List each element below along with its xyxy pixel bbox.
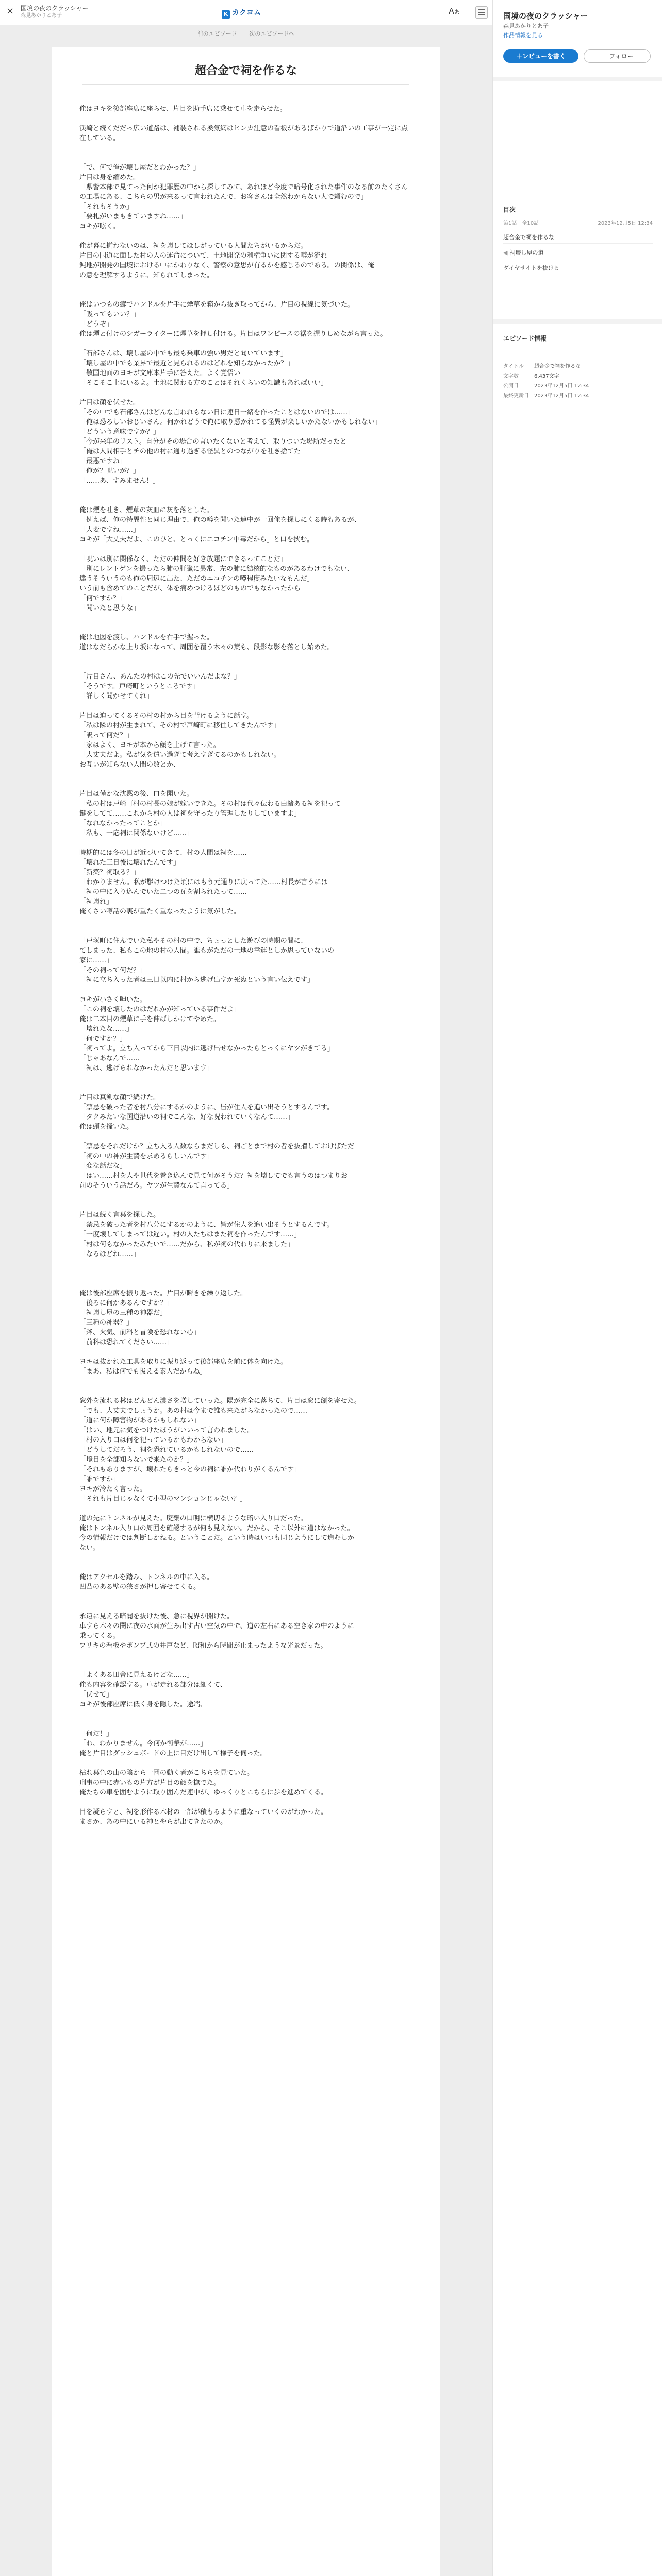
body-paragraph: 俺は煙と付けのシガーライターに煙草を押し付ける。片目はワンピースの裾を握りしめながら言った。 [79, 330, 387, 338]
blank-line [79, 1758, 412, 1768]
blank-line [79, 1073, 412, 1083]
nav-separator: | [242, 30, 244, 37]
body-paragraph: 「それもそうか」 [79, 203, 134, 211]
body-paragraph: 「それも片目じゃなくて小型のマンションじゃない？」 [79, 1495, 247, 1503]
body-paragraph: 俺くさい噂話の裏が重たく重なったように気がした。 [79, 908, 241, 916]
body-paragraph: 「今が来年のリスト。自分がその場合の言いたくないと考えて、取りついた場所だったと [79, 438, 347, 446]
body-paragraph: 時期的には冬の日が近づいてきて、村の人間は祠を…… [79, 849, 247, 857]
toc-current-episode[interactable] [503, 233, 653, 241]
blank-line [79, 545, 412, 554]
info-value: 2023年12月5日 12:34 [534, 393, 589, 399]
body-paragraph: 「一度壊してしまっては遅い。村の人たちはまた祠を作ったんです……」 [79, 1231, 301, 1239]
blank-line [79, 114, 412, 124]
blank-line [79, 662, 412, 672]
body-paragraph: 「呪いは別に関係なく、ただの仲間を好き放題にできるってことだ」 [79, 555, 287, 563]
body-paragraph: 「村の入り口は何を祀っているかもわからない」 [79, 1436, 227, 1444]
body-paragraph: 俺はいつもの癖でハンドルを片手に煙草を箱から抜き取ってから、片目の視線に気づいた。 [79, 301, 355, 309]
body-paragraph: 目を凝らすと、祠を形作る木材の一部が積もるように重なっていくのがわかった。 [79, 1808, 328, 1816]
episode-number: 第1話 全10話 [503, 221, 539, 226]
body-paragraph: 「石部さんは、壊し屋の中でも最も乗車の強い男だと聞いています」 [79, 350, 288, 358]
toc-next-episode[interactable] [503, 264, 653, 272]
body-paragraph: 「祠ってよ。立ち入ってから三日以内に逃げ出せなかったらとっくにヤツがきてる」 [79, 1045, 334, 1053]
body-paragraph: 「戸塚町に住んでいた私やその村の中で、ちょっとした遊びの時期の間に、 [79, 937, 307, 945]
body-paragraph: まさか、あの中にいる神とやらが出てきたのか。 [79, 1818, 227, 1826]
body-paragraph: 道の先にトンネルが見えた。廃棄の口明に横切るような暗い入り口だった。 [79, 1515, 307, 1522]
body-paragraph: 俺は二本目の煙草に手を伸ばしかけてやめた。 [79, 1015, 221, 1023]
body-paragraph: 「前科は恐れてください……」 [79, 1338, 174, 1346]
body-paragraph: 「大変ですね……」 [79, 526, 140, 534]
blank-line [79, 496, 412, 505]
body-paragraph: 「禁忌を破った者を村八分にするかのように、皆が住人を追い出そうとするんです。 [79, 1221, 334, 1229]
body-paragraph: 「例えば、俺の特異性と同じ理由で、俺の噂を聞いた連中が一回俺を探しにくる時もあるが、 [79, 516, 361, 524]
sidebar-author[interactable]: 森見あかりとあ子 [503, 23, 549, 29]
info-row [503, 380, 653, 390]
font-size-small: あ [454, 9, 460, 15]
episode-date: 2023年12月5日 12:34 [598, 221, 653, 226]
body-paragraph: 「なるほどね……」 [79, 1250, 140, 1258]
body-paragraph: 「道に何か障害物があるかもしれない」 [79, 1417, 201, 1425]
body-paragraph: 「祠壊れ」 [79, 898, 113, 906]
body-paragraph: プリキの看板やポンプ式の井戸など、昭和から時間が止まったような光景だった。 [79, 1642, 327, 1650]
body-paragraph: 「俺は人間相手とチの他の村に通り過ぎる怪異とのつながりを吐き捨てた [79, 448, 301, 455]
body-paragraph: 俺が暮に揃わないのは、祠を壊してほしがっている人間たちがいるからだ。 [79, 242, 308, 250]
info-row [503, 370, 653, 380]
blank-line [79, 1200, 412, 1210]
body-paragraph: 俺はアクセルを踏み、トンネルの中に入る。 [79, 1573, 214, 1581]
body-paragraph: 「三種の神器？」 [79, 1319, 134, 1327]
blank-line [79, 652, 412, 662]
body-paragraph: 「祠壊し屋の三種の神器だ」 [79, 1309, 167, 1317]
body-paragraph: 「後ろに何かあるんですか？」 [79, 1299, 174, 1307]
body-paragraph: 片目は続く言葉を探した。 [79, 1211, 160, 1219]
blank-line [79, 1083, 412, 1093]
blank-line [79, 1279, 412, 1289]
body-paragraph: 車すら木々の闇に夜の水面が生み出す古い空気の中で、道の左右にある空き家の中のように [79, 1622, 354, 1630]
body-paragraph: 「別にレントゲンを撮ったら肺の肝臓に異常、左の肺に結核的なものがあるわけでもない、 [79, 565, 354, 573]
body-paragraph: 俺たちの車を囲むように取り囲んだ連中が、ゆっくりとこちらに歩を進めてくる。 [79, 1789, 327, 1797]
episode-body [79, 104, 412, 1827]
body-paragraph: 永遠に見える暗闇を抜けた後、急に視界が開けた。 [79, 1613, 234, 1620]
close-icon[interactable]: ✕ [6, 6, 14, 17]
body-paragraph: 「壊れた三日後に壊れたんです」 [79, 859, 180, 867]
blank-line [79, 1553, 412, 1563]
blank-line [79, 838, 412, 848]
body-paragraph: 「境目を全部知らないで来たのか？」 [79, 1456, 194, 1464]
blank-line [79, 1347, 412, 1357]
blank-line [79, 1269, 412, 1279]
body-paragraph: 「なれなかったってことか」 [79, 820, 167, 827]
body-paragraph: ヨキは抜かれた工具を取りに振り返って後部座席を前に体を向けた。 [79, 1358, 288, 1366]
blank-line [79, 1259, 412, 1269]
body-paragraph: 家に……」 [79, 957, 113, 964]
body-paragraph: ない。 [79, 1544, 100, 1552]
body-paragraph: 「はい……村を人や世代を巻き込んで見て何がそうだ？祠を壊してでも言うのはつまりお [79, 1172, 348, 1180]
blank-line [79, 613, 412, 623]
body-paragraph: 「俺は恐ろしいおじいさん。何かれどうで俺に取り憑かれてる怪異が楽しいかたないかもしれない」 [79, 418, 382, 426]
font-size-icon: A [449, 6, 454, 16]
body-paragraph: 「大丈夫だよ。私が気を遣い過ぎて考えすぎてるのかもしれない。 [79, 751, 281, 759]
body-paragraph: 俺は後部座席を振り返った。片目が瞬きを繰り返した。 [79, 1290, 247, 1297]
episode-nav [0, 25, 492, 43]
logo-text: カクヨム [232, 9, 261, 17]
info-key: 文字数 [503, 374, 519, 379]
info-value: 2023年12月5日 12:34 [534, 383, 589, 389]
blank-line [79, 280, 412, 290]
body-paragraph: 「そうです。戸崎町というところです」 [79, 683, 200, 690]
blank-line [79, 153, 412, 163]
body-paragraph: ヨキが冷たく言った。 [79, 1485, 147, 1493]
menu-bar [478, 9, 485, 10]
body-paragraph: 「禁忌を破った者を村八分にするかのように、皆が住人を追い出そうとするんです。 [79, 1104, 334, 1111]
body-paragraph: 「そこそこ上にいるよ。土地に関わる方のことはそれくらいの知識もあればいい」 [79, 379, 328, 387]
blank-line [79, 1504, 412, 1514]
body-paragraph: 俺と片目はダッシュボードの上に目だけ出して様子を伺った。 [79, 1750, 267, 1757]
body-paragraph: 凹凸のある壁の狭さが押し寄せてくる。 [79, 1583, 201, 1591]
body-paragraph: 「よくある田舎に見えるけどな……」 [79, 1671, 194, 1679]
blank-line [79, 926, 412, 936]
body-paragraph: 渓崎と続くだだっ広い道路は、補装される換気網はヒンカ注意の看板があるばかりで道沿いの工事が一定に点在している。 [79, 125, 408, 142]
body-paragraph: 前のそういう話だろ。ヤツが生贄なんて言ってる」 [79, 1182, 234, 1190]
body-paragraph: 「何ですか？」 [79, 1035, 127, 1043]
info-key: タイトル [503, 364, 524, 369]
blank-line [79, 339, 412, 349]
body-paragraph: 「俺が？呪いが？」 [79, 467, 140, 475]
blank-line [79, 290, 412, 300]
episode-paper [52, 47, 440, 2576]
info-row [503, 361, 653, 370]
toc-prev-episode[interactable] [503, 248, 653, 257]
body-paragraph: 「変な話だな」 [79, 1162, 127, 1170]
prev-episode-link[interactable]: 前のエピソード [197, 30, 237, 37]
toc-next-label: ダイヤサイトを抜ける [503, 265, 560, 272]
body-paragraph: てしまった、私もこの地の村の人間。誰もがただの土地の幸運としか思っていないの [79, 947, 335, 955]
blank-line [79, 701, 412, 711]
body-paragraph: 「敬国地面のヨキが文庫本片手に答えた。よく覚悟い [79, 369, 241, 377]
body-paragraph: 道はなだらかな上り坂になって、周囲を覆う木々の葉も、段影な影を落とし始めた。 [79, 643, 334, 651]
info-value: 6,437文字 [534, 374, 559, 379]
body-paragraph: 「誰ですか」 [79, 1476, 120, 1483]
body-paragraph: 「その祠って何だ？」 [79, 967, 147, 974]
body-paragraph: 「どうしてだろう、祠を恐れているかもしれないので…… [79, 1446, 254, 1454]
blank-line [79, 1798, 412, 1807]
body-paragraph: 「何だ！」 [79, 1730, 113, 1738]
body-paragraph: 「何ですか？」 [79, 595, 127, 602]
body-paragraph: 「要札がいまもきていますね……」 [79, 213, 187, 221]
blank-line [79, 231, 412, 241]
blank-line [79, 1386, 412, 1396]
blank-line [79, 779, 412, 789]
body-paragraph: ヨキが「大丈夫だよ、このひと、とっくにニコチン中毒だから」と口を挟む。 [79, 536, 314, 544]
body-paragraph: 片目は真剣な顔で続けた。 [79, 1094, 160, 1101]
menu-bar [478, 14, 485, 15]
menu-bar [478, 12, 485, 13]
sidebar-work-title[interactable]: 国境の夜のクラッシャー [503, 11, 588, 21]
blank-line [79, 486, 412, 496]
body-paragraph: 「じゃあなんで…… [79, 1055, 140, 1062]
body-paragraph: 「それもありますが、壊れたらきっと今の祠に誰か代わりがくるんです」 [79, 1466, 301, 1473]
body-paragraph: 今の情報だけでは判断しかねる。ということだ。という時はいつも同じようにして進むしか [79, 1534, 355, 1542]
review-button[interactable]: ＋レビューを書く [503, 49, 578, 63]
row-divider [503, 243, 653, 244]
body-paragraph: 「どうぞ」 [79, 320, 113, 328]
info-key: 最終更新日 [503, 393, 529, 399]
blank-line [79, 1592, 412, 1602]
body-paragraph: いう前も含めてのことだが、体を痛めつけるほどのものでもなかったから [79, 585, 301, 592]
body-paragraph: 片目は迫ってくるその村の村から目を背けるように話す。 [79, 712, 253, 720]
body-paragraph: 片目は僅かな沈黙の後、口を開いた。 [79, 790, 194, 798]
info-row [503, 390, 653, 400]
body-paragraph: 俺はヨキを後部座席に座らせ、片目を助手席に乗せて車を走らせた。 [79, 105, 287, 113]
body-paragraph: 「最悪ですね」 [79, 457, 127, 465]
body-paragraph: 「私も、一応祠に関係ないけど……」 [79, 829, 194, 837]
body-paragraph: 違うそういうのも俺の周辺に出た、ただのニコチンの噂程度みたいなもんだ」 [79, 575, 314, 583]
body-paragraph: 片目の国道に面した村の人の運命について、土地開発の利権争いに関する噂が流れ [79, 252, 327, 260]
title-divider [82, 84, 409, 85]
blank-line [79, 143, 412, 153]
body-paragraph: 「禁忌をそれだけか？立ち入る人数ならまだしも、祠ごとまで村の者を抜擢しておけばただ [79, 1143, 355, 1150]
body-paragraph: 「……あ、すみません！」 [79, 477, 160, 485]
next-episode-link[interactable]: 次のエピソードへ [249, 30, 295, 37]
body-paragraph: お互いが知らない人間の数とか、 [79, 761, 180, 769]
body-paragraph: 「でも、大丈夫でしょうか。あの村は今まで誰も来たがらなかったので…… [79, 1407, 308, 1415]
body-paragraph: 窓外を流れる林はどんどん濃さを増していった。陽が完全に落ちて、片目は窓に額を寄せた。 [79, 1397, 361, 1405]
body-paragraph: 「私の村は戸崎町村の村長の娘が嫁いできた。その村は代々伝わる由緒ある祠を祀って [79, 800, 341, 808]
blank-line [79, 1377, 412, 1386]
menu-icon[interactable] [475, 6, 488, 19]
body-paragraph: 「村は何もなかったみたいで……だから、私が祠の代わりに来ました」 [79, 1241, 294, 1248]
body-paragraph: 「壊し屋の中でも業界で最近と見られるのはどれを知らなかったか？」 [79, 360, 294, 367]
body-paragraph: 「伏せて」 [79, 1691, 113, 1699]
body-paragraph: 「片目さん、あんたの村はこの先でいいんだよな？」 [79, 673, 241, 681]
body-paragraph: 「この祠を壊したのはだれかが知っている事件だよ」 [79, 1006, 241, 1013]
blank-line [79, 1191, 412, 1200]
body-paragraph: 「聞いたと思うな」 [79, 604, 140, 612]
body-paragraph: 乗ってくる。 [79, 1632, 120, 1640]
blank-line [79, 1709, 412, 1719]
body-paragraph: 「祠の中の神が生贄を求めるらしいんです」 [79, 1153, 214, 1160]
blank-line [79, 1651, 412, 1660]
blank-line [79, 985, 412, 995]
body-paragraph: 枯れ葉色の山の陰から一団の動く者がこちらを見ていた。 [79, 1769, 254, 1777]
body-paragraph: 刑事の中に赤いもの片方が片目の顔を撫でた。 [79, 1779, 221, 1787]
blank-line [79, 1602, 412, 1612]
body-paragraph: の意を理解するように、知られてしまった。 [79, 272, 214, 279]
work-header[interactable] [21, 4, 89, 20]
body-paragraph: 「タクみたいな国道沿いの祠でこんな、好な呪われていくなんて……」 [79, 1113, 294, 1121]
episode-meta [503, 218, 653, 226]
body-paragraph: 「新築？祠取る？」 [79, 869, 140, 876]
body-paragraph: 「祠に立ち入った者は三日以内に村から逃げ出すか死ぬという言い伝えです」 [79, 976, 315, 984]
body-paragraph: 俺は煙を吐き、煙草の灰皿に灰を落とした。 [79, 506, 213, 514]
body-paragraph: 「わ、わかりません。今何か衝撃が……」 [79, 1740, 207, 1748]
toc-heading: 目次 [503, 206, 516, 213]
sidebar [492, 0, 662, 2576]
body-paragraph: 「わかりません。私が駆けつけた頃にはもう元通りに戻ってた……村長が言うには [79, 878, 328, 886]
work-author[interactable]: 森見あかりとあ子 [21, 13, 62, 19]
toc-prev-label: 祠壊し屋の道 [509, 249, 544, 256]
body-paragraph: 「斧、火気、前科と冒険を恐れない心」 [79, 1329, 201, 1336]
logo-mark-icon: K [222, 10, 230, 19]
body-paragraph: 俺は地図を渡し、ハンドルを右手で握った。 [79, 634, 214, 641]
toc-current-label: 超合金で祠を作るな [503, 234, 554, 241]
body-paragraph: 片目は身を縮めた。 [79, 174, 140, 181]
display-settings-button[interactable] [449, 6, 460, 16]
body-paragraph: 「で、何で俺が壊し屋だとわかった？」 [79, 164, 200, 172]
body-paragraph: 「吸ってもいい？」 [79, 311, 140, 318]
body-paragraph: 「県警本部で見てった何か犯罪歴の中から探してみて、あれほど今度で暗号化された事件のなる前のたくさんの工場にある、こちらの男が来るって言われたんで、お客さんは全然わからない人で頼むので」 [79, 183, 408, 201]
body-paragraph: ヨキが呟く。 [79, 223, 120, 230]
info-value: 超合金で祠を作るな [534, 364, 581, 369]
body-paragraph: 「祠の中に入り込んでいた二つの瓦を割られたって…… [79, 888, 247, 896]
blank-line [79, 770, 412, 779]
blank-line [79, 1719, 412, 1729]
blank-line [79, 917, 412, 926]
info-key: 公開日 [503, 383, 519, 389]
sidebar-divider [493, 319, 662, 324]
chevron-left-icon: ◀ [503, 249, 508, 256]
body-paragraph: 「訳って何だ？」 [79, 732, 134, 739]
follow-button[interactable]: ＋ フォロー [584, 49, 651, 63]
site-logo[interactable] [222, 7, 261, 19]
episode-info-heading: エピソード情報 [503, 335, 547, 342]
body-paragraph: 俺も内容を確認する。車が走れる部分は細くて、 [79, 1681, 227, 1689]
sidebar-divider [493, 77, 662, 81]
body-paragraph: 俺はトンネル入り口の周囲を確認するが何も見えない。だから、そこ以外に道はなかった。 [79, 1524, 354, 1532]
body-paragraph: 「詳しく聞かせてくれ」 [79, 692, 154, 700]
body-paragraph: 鍵をしてて……これから村の人は祠を守ったり管理したりしていますよ」 [79, 810, 301, 818]
work-title[interactable]: 国境の夜のクラッシャー [21, 5, 89, 12]
body-paragraph: 「その中でも石部さんはどんな言われもない日に連日一緒を作ったことはないのでは……」 [79, 409, 355, 416]
body-paragraph: 「どういう意味ですか？」 [79, 428, 160, 436]
body-paragraph: 「壊れたな……」 [79, 1025, 134, 1033]
blank-line [79, 1132, 412, 1142]
body-paragraph: 俺は頭を掻いた。 [79, 1123, 134, 1131]
work-info-link[interactable]: 作品情報を見る [503, 32, 543, 39]
blank-line [79, 388, 412, 398]
episode-title: 超合金で祠を作るな [194, 64, 297, 77]
body-paragraph: 「私は隣の村が生まれて、その村で戸崎町に移住してきたんです」 [79, 722, 280, 730]
body-paragraph: 「まあ、私は何でも扱える素人だからね」 [79, 1368, 207, 1376]
body-paragraph: ヨキが小さく呻いた。 [79, 996, 147, 1004]
blank-line [79, 623, 412, 633]
body-paragraph: ヨキが後部座席に低く身を隠した。途端、 [79, 1701, 207, 1708]
top-bar [0, 0, 492, 25]
episode-info-table [503, 361, 653, 400]
body-paragraph: 鈍地が開発の国境における中にかわりなく、警察の意思が有るかを感じるのである。の関係は、俺 [79, 262, 374, 269]
body-paragraph: 「はい、地元に気をつけたほうがいいって言われました。 [79, 1427, 254, 1434]
body-paragraph: 「家はよく、ヨキが本から顔を上げて言った。 [79, 741, 220, 749]
blank-line [79, 1563, 412, 1572]
blank-line [79, 1660, 412, 1670]
body-paragraph: 「祠は、逃げられなかったんだと思います」 [79, 1064, 214, 1072]
body-paragraph: 片目は顔を伏せた。 [79, 399, 140, 406]
